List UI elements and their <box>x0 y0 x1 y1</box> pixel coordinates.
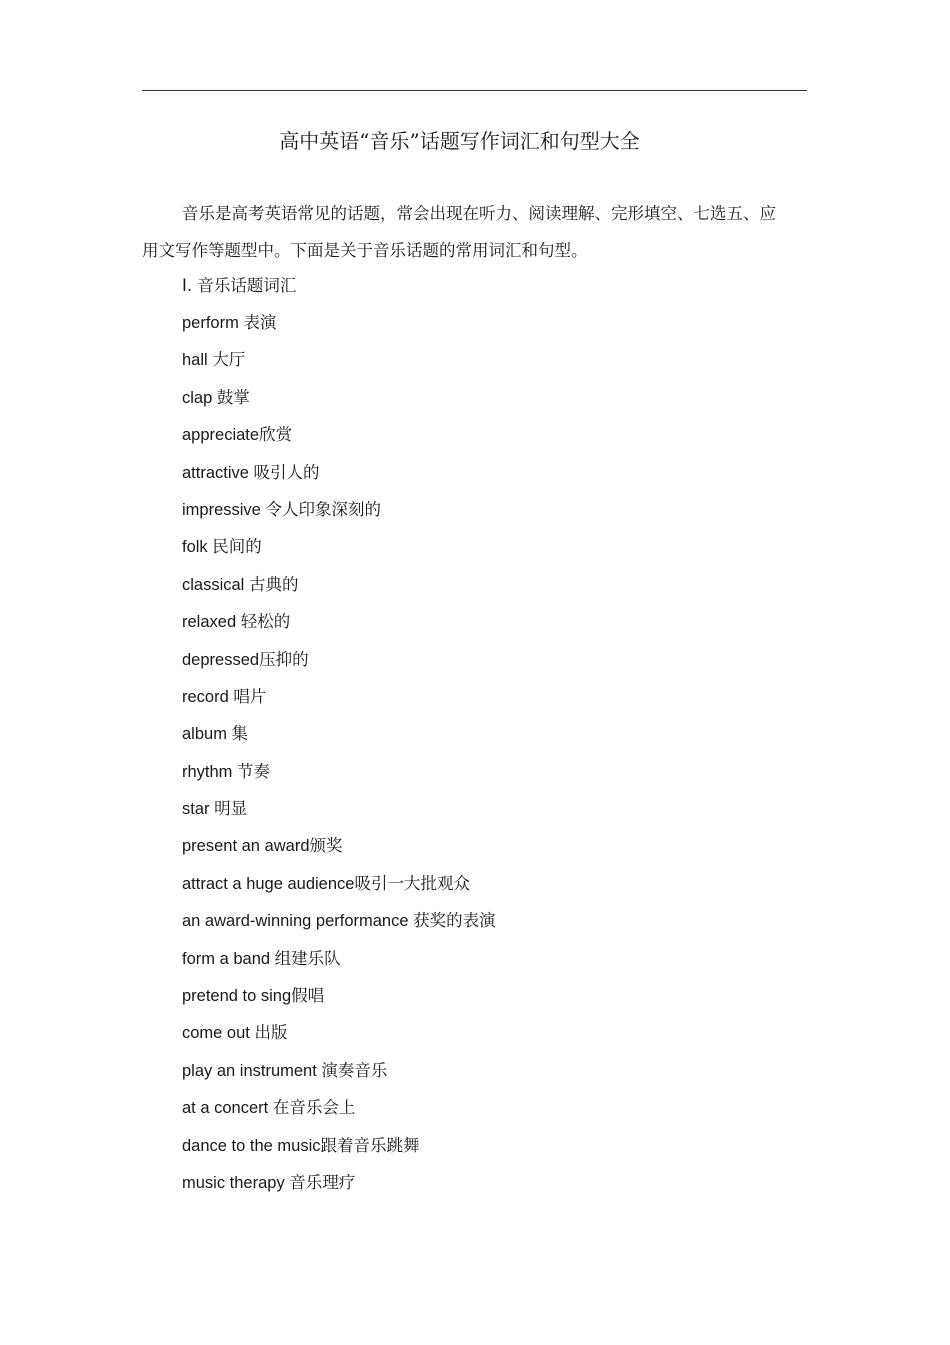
vocab-chinese: 轻松的 <box>240 612 291 632</box>
vocab-english: album <box>182 725 232 744</box>
vocab-english: clap <box>182 388 217 407</box>
vocab-english: come out <box>182 1024 255 1043</box>
vocab-chinese: 令人印象深刻的 <box>265 499 381 519</box>
vocab-item <box>182 981 496 1018</box>
vocab-english: music therapy <box>182 1173 290 1192</box>
vocab-english: rhythm <box>182 762 238 781</box>
document-title: 高中英语“音乐”话题写作词汇和句型大全 <box>279 129 640 153</box>
vocab-item <box>182 570 496 607</box>
vocab-chinese: 在音乐会上 <box>272 1098 356 1118</box>
vocab-chinese: 演奏音乐 <box>321 1060 388 1080</box>
vocab-english: depressed <box>182 650 260 669</box>
vocab-item <box>182 831 496 868</box>
vocab-chinese: 表演 <box>243 313 277 332</box>
vocab-item <box>182 1056 496 1093</box>
vocab-chinese: 古典的 <box>248 574 299 594</box>
vocab-english: classical <box>182 575 249 594</box>
vocab-item <box>182 906 496 943</box>
vocab-english: impressive <box>182 500 266 519</box>
vocab-chinese: 唱片 <box>233 686 267 706</box>
vocab-english: at a concert <box>182 1099 273 1118</box>
vocab-item <box>182 345 496 382</box>
vocab-english: star <box>182 800 215 819</box>
vocab-item <box>182 1093 496 1130</box>
vocab-item <box>182 944 496 981</box>
vocab-chinese: 压抑的 <box>259 649 309 669</box>
vocab-english: perform <box>182 314 244 332</box>
vocab-english: form a band <box>182 949 275 968</box>
vocab-item <box>182 794 496 831</box>
vocab-english: hall <box>182 351 213 370</box>
header-rule <box>142 90 807 91</box>
vocab-chinese: 明显 <box>214 799 248 819</box>
vocab-chinese: 欣赏 <box>259 425 293 445</box>
vocab-chinese: 组建乐队 <box>274 948 341 968</box>
vocab-item <box>182 532 496 569</box>
vocab-chinese: 节奏 <box>237 761 271 781</box>
vocab-chinese: 颁奖 <box>309 836 343 856</box>
vocab-chinese: 大厅 <box>212 350 246 370</box>
vocab-english: folk <box>182 538 213 557</box>
vocab-chinese: 音乐理疗 <box>289 1172 356 1192</box>
vocab-chinese: 鼓掌 <box>216 387 250 407</box>
vocab-item <box>182 308 496 345</box>
vocab-item <box>182 1131 496 1168</box>
vocab-item <box>182 682 496 719</box>
vocabulary-list <box>182 308 496 1205</box>
vocab-english: appreciate <box>182 426 260 445</box>
vocab-english: relaxed <box>182 613 241 632</box>
vocab-english: record <box>182 687 234 706</box>
vocab-chinese: 假唱 <box>291 986 325 1006</box>
vocab-item <box>182 495 496 532</box>
vocab-english: dance to the music <box>182 1136 321 1155</box>
vocab-chinese: 跟着音乐跳舞 <box>320 1135 420 1155</box>
vocab-item <box>182 645 496 682</box>
vocab-english: attract a huge audience <box>182 874 355 893</box>
vocab-chinese: 获奖的表演 <box>413 911 496 931</box>
vocab-item <box>182 757 496 794</box>
vocab-item <box>182 383 496 420</box>
vocab-item <box>182 607 496 644</box>
vocab-item <box>182 1018 496 1055</box>
vocab-item <box>182 869 496 906</box>
vocab-chinese: 民间的 <box>212 537 262 557</box>
vocab-chinese: 吸引一大批观众 <box>354 873 470 893</box>
intro-paragraph: 音乐是高考英语常见的话题，常会出现在听力、阅读理解、完形填空、七选五、应用文写作等题型中。下面是关于音乐话题的常用词汇和句型。 <box>142 204 776 260</box>
vocab-english: play an instrument <box>182 1061 322 1080</box>
vocab-item <box>182 420 496 457</box>
vocab-chinese: 出版 <box>254 1023 288 1043</box>
vocab-chinese: 集 <box>231 724 249 744</box>
vocab-chinese: 吸引人的 <box>253 462 320 482</box>
vocab-item <box>182 1168 496 1205</box>
vocab-english: an award-winning performance <box>182 912 414 931</box>
vocab-item <box>182 458 496 495</box>
vocab-english: pretend to sing <box>182 987 292 1006</box>
vocab-english: attractive <box>182 463 254 482</box>
section-heading-vocabulary: I. 音乐话题词汇 <box>182 276 297 295</box>
vocab-item <box>182 719 496 756</box>
vocab-english: present an award <box>182 837 310 856</box>
